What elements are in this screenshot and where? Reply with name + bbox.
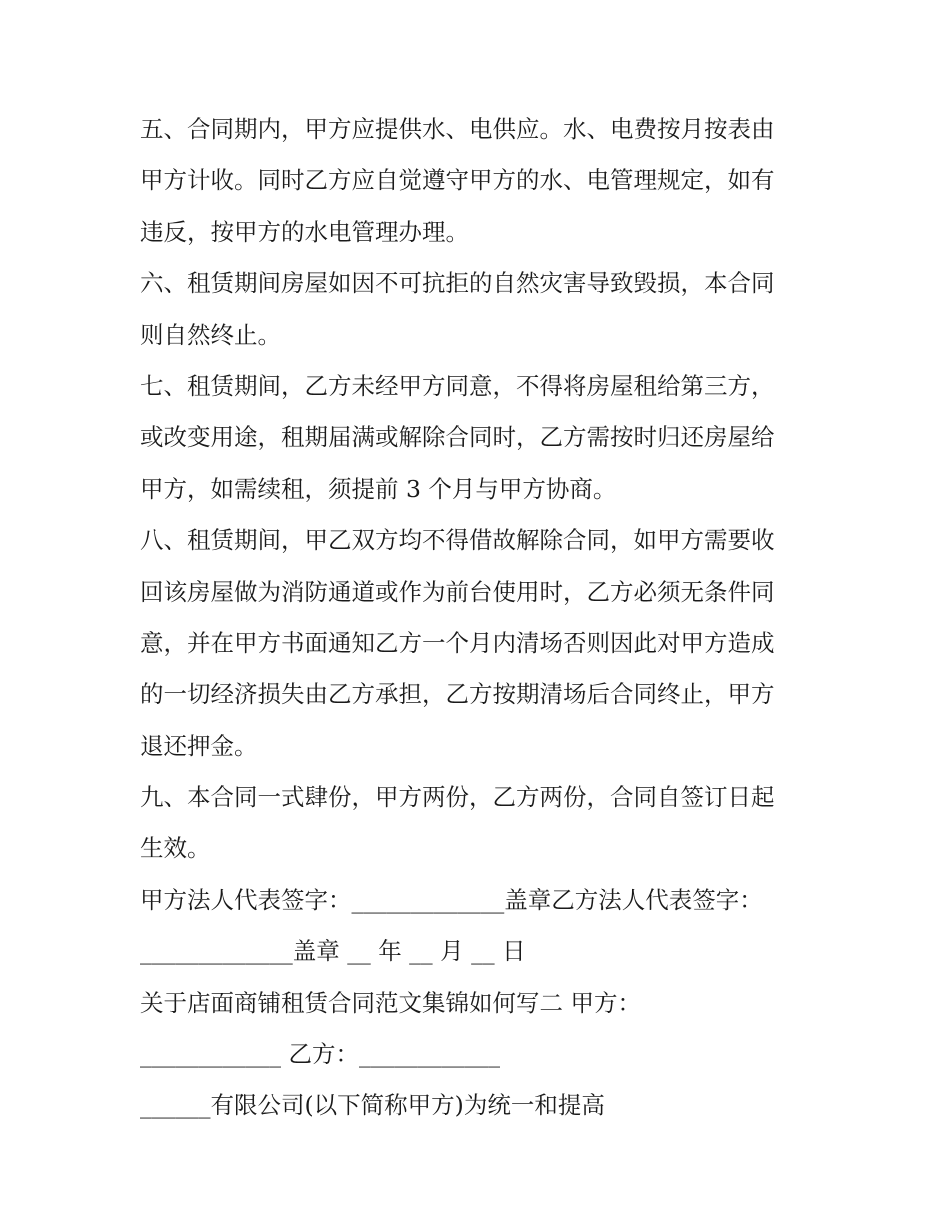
text-line: 违反，按甲方的水电管理办理。 — [140, 217, 469, 246]
text-line: 则自然终止。 — [140, 320, 281, 349]
text-line: 七、租赁期间，乙方未经甲方同意，不得将房屋租给第三方， — [140, 371, 775, 400]
text-line: 甲方，如需续租，须提前 3 个月与甲方协商。 — [140, 474, 617, 503]
text-line: 意，并在甲方书面通知乙方一个月内清场否则因此对甲方造成 — [140, 628, 775, 657]
text-line: 生效。 — [140, 834, 211, 863]
text-line: 退还押金。 — [140, 731, 258, 760]
text-line: 回该房屋做为消防通道或作为前台使用时，乙方必须无条件同 — [140, 577, 775, 606]
section-heading: 关于店面商铺租赁合同范文集锦如何写二 甲方： — [140, 988, 641, 1017]
text-line: 八、租赁期间，甲乙双方均不得借故解除合同，如甲方需要收 — [140, 526, 775, 555]
text-line: ______有限公司(以下简称甲方)为统一和提高 — [140, 1091, 605, 1120]
text-line: 的一切经济损失由乙方承担，乙方按期清场后合同终止，甲方 — [140, 680, 775, 709]
contract-text-body — [140, 104, 820, 1132]
signature-line: 甲方法人代表签字：_____________盖章乙方法人代表签字： — [140, 885, 763, 914]
text-line: 六、租赁期间房屋如因不可抗拒的自然灾害导致毁损，本合同 — [140, 269, 775, 298]
text-line: 甲方计收。同时乙方应自觉遵守甲方的水、电管理规定，如有 — [140, 166, 775, 195]
text-line: 五、合同期内，甲方应提供水、电供应。水、电费按月按表由 — [140, 115, 775, 143]
text-line: 或改变用途，租期届满或解除合同时，乙方需按时归还房屋给 — [140, 423, 775, 452]
party-line: ____________ 乙方：____________ — [140, 1040, 500, 1069]
date-line: _____________盖章 __ 年 __ 月 __ 日 — [140, 937, 526, 966]
text-line: 九、本合同一式肆份，甲方两份，乙方两份，合同自签订日起 — [140, 783, 775, 812]
